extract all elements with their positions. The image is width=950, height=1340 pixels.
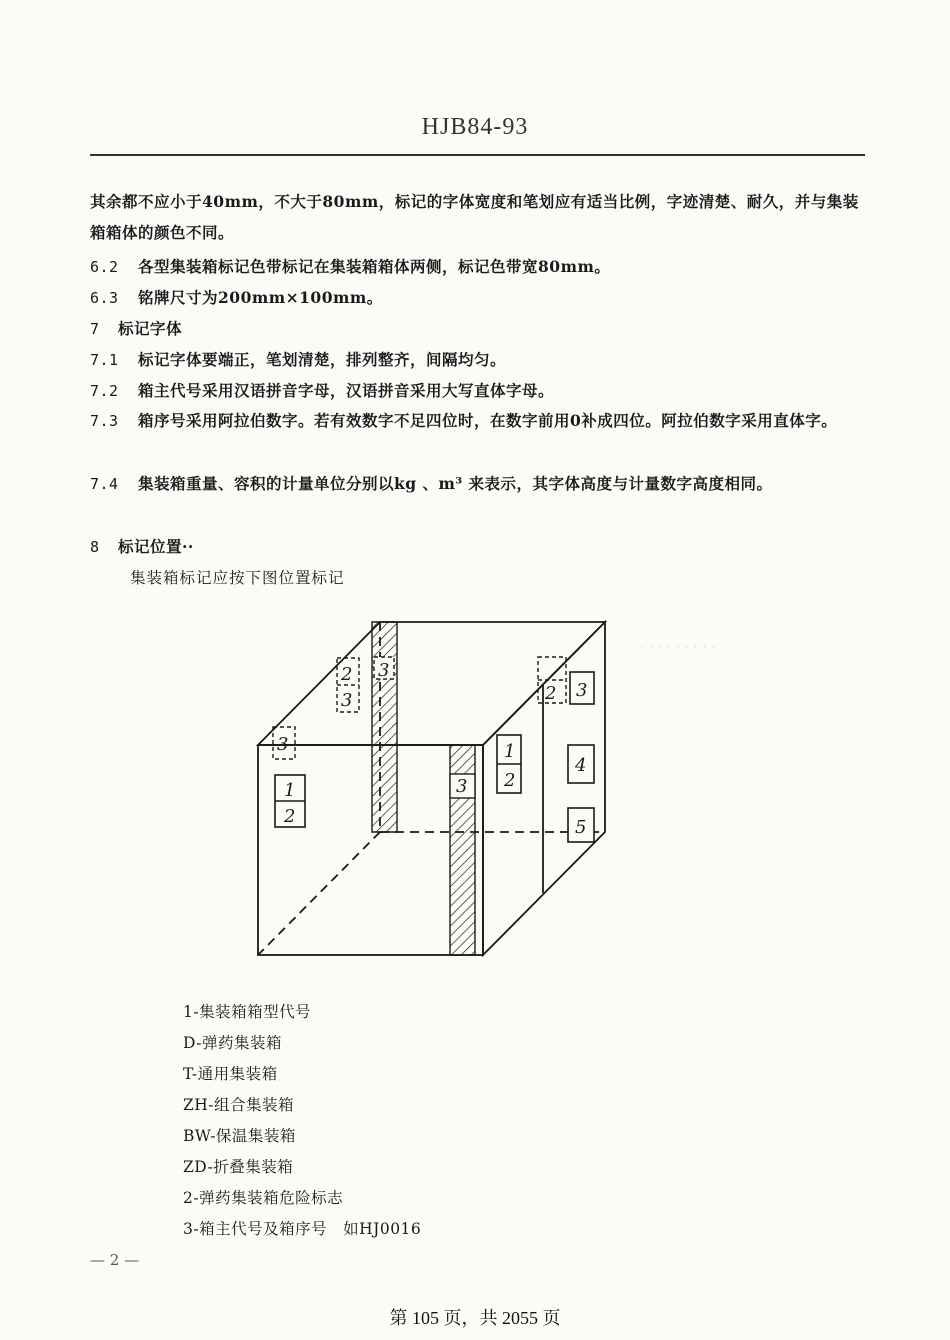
section-text: 各型集装箱标记色带标记在集装箱箱体两侧，标记色带宽80mm。 bbox=[138, 257, 611, 276]
mark-label-2-back: 2 bbox=[341, 664, 353, 685]
mark-label-3-right: 3 bbox=[576, 680, 588, 701]
paragraph-continuation: 其余都不应小于40mm，不大于80mm，标记的字体宽度和笔划应有适当比例，字迹清楚、耐久，并与集装箱箱体的颜色不同。 bbox=[90, 192, 859, 242]
legend-item: 3-箱主代号及箱序号 如HJ0016 bbox=[183, 1220, 422, 1238]
section-text: 箱序号采用阿拉伯数字。若有效数字不足四位时，在数字前用0补成四位。阿拉伯数字采用直体字。 bbox=[138, 411, 838, 430]
mark-label-4-right: 4 bbox=[575, 755, 587, 776]
color-band-back bbox=[372, 622, 397, 832]
section-number: 7.3 bbox=[90, 412, 119, 430]
section-number: 7 bbox=[90, 320, 100, 338]
section-number: 7.2 bbox=[90, 382, 119, 400]
figure-caption: 集装箱标记应按下图位置标记 bbox=[130, 569, 345, 587]
section-number: 7.1 bbox=[90, 351, 119, 369]
legend-item: 2-弹药集装箱危险标志 bbox=[183, 1189, 344, 1207]
section-number: 7.4 bbox=[90, 475, 119, 493]
document-header: HJB84-93 bbox=[421, 114, 529, 140]
bleed-through-text: · · · · · · · · · bbox=[640, 640, 716, 656]
legend-item: ZD-折叠集装箱 bbox=[183, 1158, 294, 1176]
legend-item: D-弹药集装箱 bbox=[183, 1034, 282, 1052]
mark-label-3-top: 3 bbox=[277, 734, 289, 755]
legend-item: ZH-组合集装箱 bbox=[183, 1096, 295, 1114]
mark-label-2-side: 2 bbox=[504, 770, 516, 791]
section-text: 铭牌尺寸为200mm×100mm。 bbox=[138, 288, 383, 307]
mark-label-3-front-band: 3 bbox=[456, 776, 468, 797]
mark-label-1-front: 1 bbox=[284, 780, 296, 801]
section-number: 6.3 bbox=[90, 289, 119, 307]
page-number: — 2 — bbox=[90, 1251, 140, 1269]
section-text: 集装箱重量、容积的计量单位分别以kg 、m³ 来表示，其字体高度与计量数字高度相同。 bbox=[138, 474, 773, 493]
legend-item: 1-集装箱箱型代号 bbox=[183, 1003, 312, 1021]
mark-label-1-side: 1 bbox=[504, 741, 516, 762]
page-counter-footer: 第 105 页，共 2055 页 bbox=[389, 1308, 561, 1328]
mark-label-3-back-band: 3 bbox=[378, 660, 390, 681]
legend-item: BW-保温集装箱 bbox=[183, 1127, 296, 1145]
section-text: 箱主代号采用汉语拼音字母，汉语拼音采用大写直体字母。 bbox=[138, 381, 555, 400]
section-number: 6.2 bbox=[90, 258, 119, 276]
section-text: 标记字体要端正，笔划清楚，排列整齐，间隔均匀。 bbox=[138, 350, 507, 369]
section-text: 标记位置·· bbox=[118, 537, 194, 556]
mark-label-2-right: 2 bbox=[545, 683, 557, 704]
section-number: 8 bbox=[90, 538, 100, 556]
mark-label-3-back: 3 bbox=[341, 690, 353, 711]
legend-item: T-通用集装箱 bbox=[183, 1065, 278, 1083]
mark-label-5-right: 5 bbox=[575, 817, 587, 838]
section-text: 标记字体 bbox=[118, 319, 183, 338]
mark-label-2-front: 2 bbox=[284, 806, 296, 827]
